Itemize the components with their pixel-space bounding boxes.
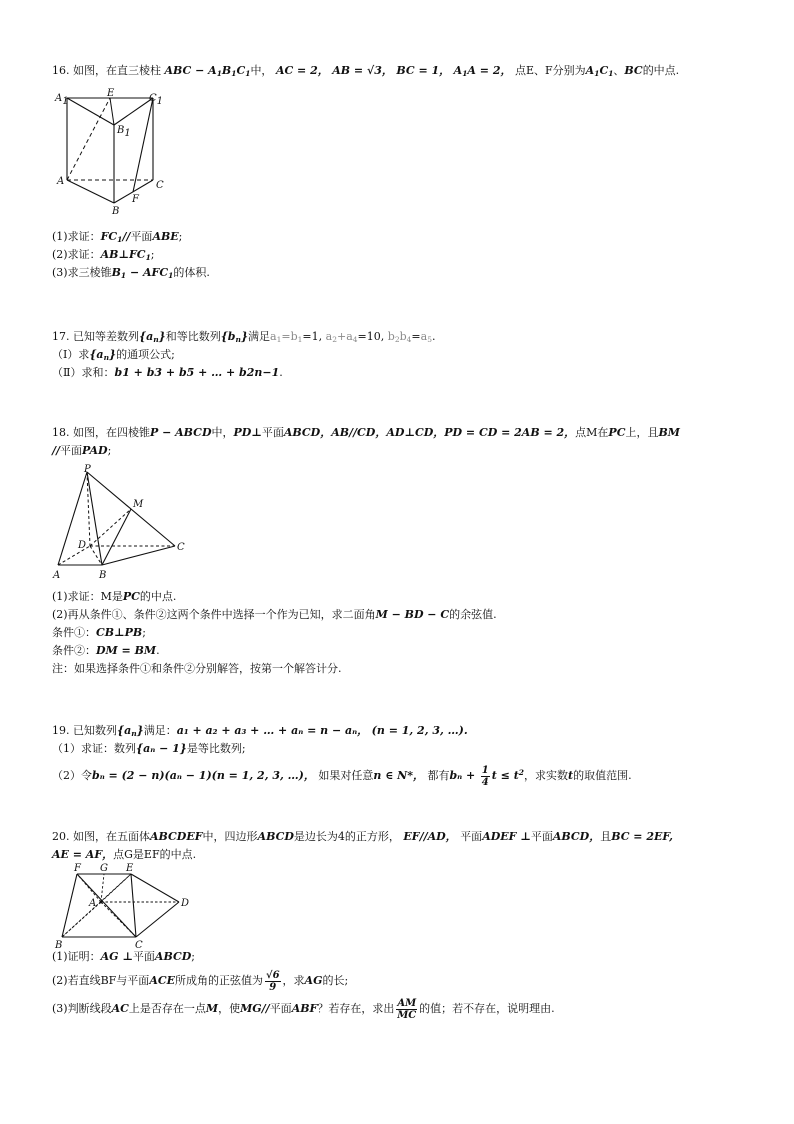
q16-part1: (1)求证：$FC_1//$平面ABE; (52, 230, 183, 244)
label-A: A (57, 176, 65, 187)
q18-part2: (2)再从条件①、条件②这两个条件中选择一个作为已知，求二面角M − BD − C的余弦值. (52, 608, 497, 621)
q18-note: 注：如果选择条件①和条件②分别解答，按第一个解答计分. (52, 662, 342, 675)
label-A1: A1 (55, 93, 69, 107)
label-A: A (53, 570, 61, 581)
q18-stem: 18. 如图，在四棱锥P − ABCD中，PD⊥平面ABCD，AB//CD，AD⊥CD，PD = CD = 2AB = 2，点M在PC上，且BM (52, 426, 680, 439)
pyramid-figure (50, 464, 190, 584)
q20-stem: 20. 如图，在五面体ABCDEF中，四边形ABCD是边长为4的正方形， EF//AD， 平面ADEF ⊥平面ABCD，且BC = 2EF, (52, 830, 673, 843)
pentahedron-figure (52, 860, 202, 950)
fraction-one-quarter: $\frac{1}{4}$ (481, 764, 489, 788)
q20-part3: (3)判断线段AC上是否存在一点M，使MG//平面ABF？若存在，求出 $\frac{AM}{MC}$ 的值；若不存在，说明理由. (52, 997, 555, 1021)
q18-stem-line2: //平面PAD; (52, 444, 112, 457)
q16-stem: 16. 如图，在直三棱柱 ABC − $A_1B_1C_1$中， AC = 2， AB = √3， BC = 1， $A_1A = 2$， 点E、F分别为$A_1C_1$、BC的中点. (52, 64, 680, 78)
q19-part2: （2）令bₙ = (2 − n)(aₙ − 1)(n = 1, 2, 3, …)， 如果对任意n ∈ N*， 都有bₙ + $\frac{1}{4}$ $t \le t^2$，求实数t的取值范围. (52, 764, 632, 788)
label-G: G (100, 863, 108, 874)
label-C: C (177, 542, 185, 553)
label-E: E (107, 88, 115, 99)
label-M: M (133, 499, 144, 510)
q16-part3: (3)求三棱锥$B_1 - AFC_1$的体积. (52, 266, 210, 280)
q17-part2: （Ⅱ）求和：b1 + b3 + b5 + … + b2n−1. (52, 366, 283, 379)
q17-part1: （Ⅰ）求$\{a_n\}$的通项公式; (52, 348, 175, 362)
label-F: F (74, 863, 81, 874)
q18-part1: (1)求证：M是PC的中点. (52, 590, 177, 603)
fraction-sqrt6-over-9: $\frac{√6}{9}$ (266, 969, 280, 993)
q20-part1: (1)证明：AG ⊥平面ABCD; (52, 950, 195, 963)
label-F: F (132, 194, 139, 205)
label-A: A (89, 898, 97, 909)
q18-condition2: 条件②：DM = BM. (52, 644, 160, 657)
label-B: B (99, 570, 107, 581)
label-P: P (84, 464, 91, 475)
label-D: D (181, 898, 190, 909)
label-B1: B1 (117, 125, 131, 139)
q20-stem-line2: AE = AF，点G是EF的中点. (52, 848, 197, 861)
q20-part2: (2)若直线BF与平面ACE所成角的正弦值为 $\frac{√6}{9}$ ，求AG的长; (52, 969, 349, 993)
q19-stem: 19. 已知数列$\{a_n\}$满足：a₁ + a₂ + a₃ + … + aₙ = n − aₙ， (n = 1, 2, 3, …). (52, 724, 468, 738)
q16-part2: (2)求证：$AB\perp FC_1$; (52, 248, 155, 262)
label-E: E (126, 863, 134, 874)
q19-part1: （1）求证：数列{aₙ − 1}是等比数列; (52, 742, 246, 755)
fraction-am-over-mc: $\frac{AM}{MC}$ (397, 997, 417, 1021)
prism-figure (52, 88, 172, 218)
q17-stem: 17. 已知等差数列$\{a_n\}$和等比数列$\{b_n\}$满足$a_1=b_1=1$, $a_2+a_4=10$, $b_2b_4=a_5$. (52, 330, 436, 344)
label-B: B (55, 940, 63, 951)
label-C: C (135, 940, 143, 951)
q18-condition1: 条件①：CB⊥PB; (52, 626, 146, 639)
label-C1: C1 (149, 93, 164, 107)
label-B: B (112, 206, 120, 217)
label-C: C (156, 180, 164, 191)
label-D: D (78, 540, 87, 551)
